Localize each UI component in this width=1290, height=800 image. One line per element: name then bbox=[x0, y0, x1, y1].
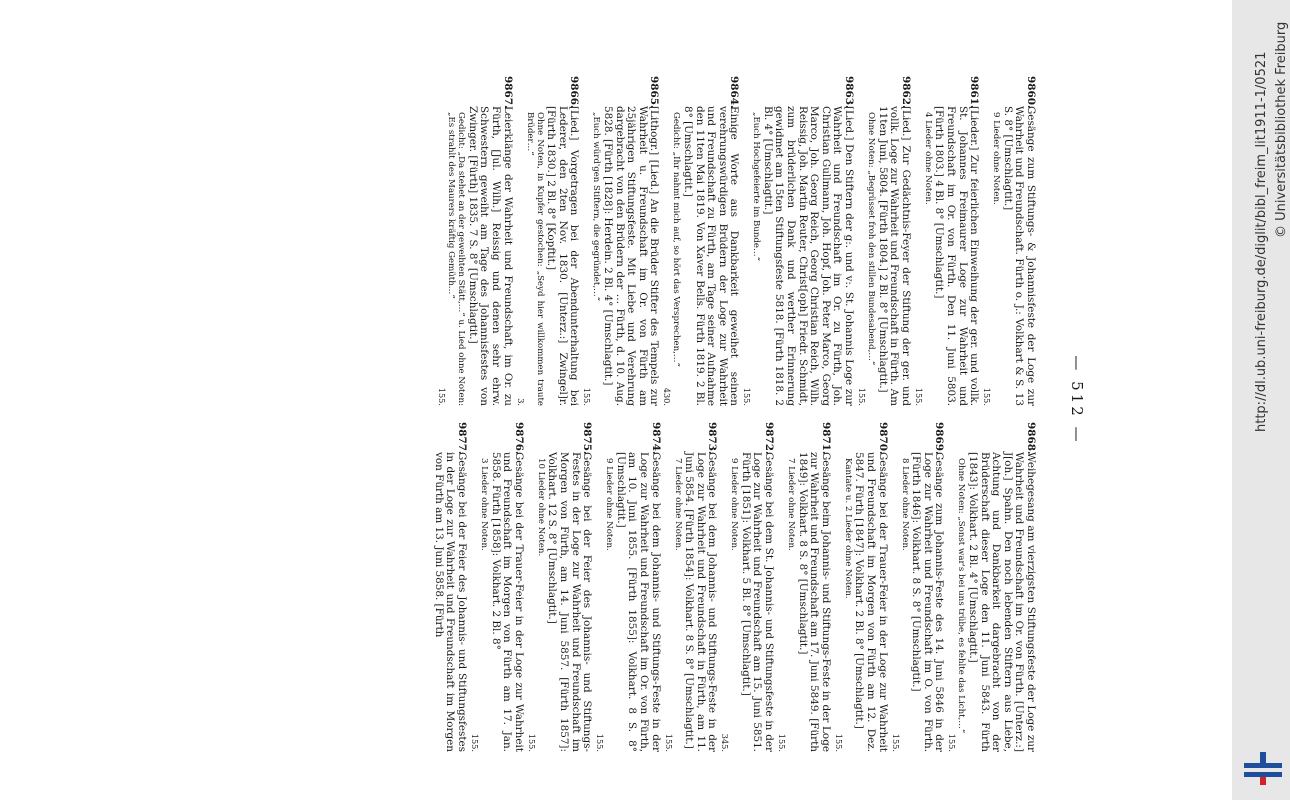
entry-text: Gesänge bei der Feier des Johannis- und Stiftungsfestes in der Loge zur Wahrheit und Freundschaft im Morgen von Fürth am 13. Juni 5858. [Fürth bbox=[432, 452, 468, 752]
entry-shelfmark: 155. bbox=[742, 387, 753, 406]
entry-text: [Lied.] Vorgetragen bei der Abendunterhaltung bei Lederer, den 2ten Nov. 1830. [Unterz.:] Zwingel]r. [Fürth 1830.] 2 Bl. 8° [Kopftit.] bbox=[545, 106, 581, 406]
catalog-entry bbox=[432, 422, 467, 752]
catalog-entry bbox=[834, 422, 888, 752]
source-url[interactable]: http://dl.ub.uni-freiburg.de/diglit/bibl_freim_lit1911-1/0521 bbox=[1254, 51, 1269, 432]
entry-shelfmark: 155. bbox=[857, 387, 868, 406]
entry-text: Gesänge bei der Trauer-Feier in der Loge zur Wahrheit und Freundschaft im Morgen von Fürth am 17. Jan. 5858. Fürth [1858]: Volkhart. 2 Bl. 8° bbox=[489, 452, 525, 752]
entry-note: 10 Lieder ohne Noten. bbox=[535, 458, 546, 557]
left-column bbox=[434, 76, 1036, 406]
entry-text: Gesänge bei dem Johannis- und Stiftungs-Feste in der Loge zur Wahrheit und Freundschaft im Or. von Fürth, am 10. Juni 1855. [Fürth 1855]: Volkhart. 8 S. 8° [Umschlagtit.] bbox=[614, 452, 662, 752]
catalog-entry bbox=[891, 422, 945, 752]
entry-number: 9875. bbox=[581, 422, 594, 455]
margin-info bbox=[1232, 0, 1290, 800]
entry-note: Ohne Noten: „Begrüsset froh den stillen Bundesabend,…“ bbox=[866, 112, 877, 366]
entry-number: 9874. bbox=[649, 422, 662, 455]
right-column bbox=[429, 422, 1036, 752]
catalog-entry bbox=[664, 422, 718, 752]
entry-text: Gesänge beim Johannis- und Stiftungs-Feste in der Loge zur Wahrheit und Freundschaft am 17. Juni 5849. [Fürth 1849]: Volkhart. 8 S. 8° [Umschlagtit.] bbox=[796, 452, 832, 752]
entry-note: Ohne Noten: „Sonst war's bei uns trübe, es fehlte das Licht,…“ bbox=[956, 458, 967, 734]
entry-text: Leierklänge der Wahrheit und Freundschaft, im Or. zu Fürth, [Jul. Wilh.] Reissig und denen sehr ehrw. Schwestern geweiht am Tage des Johannisfestes von Zwinger. [Fürth] 1835. 7 S. 8° [Umschlagtit.] bbox=[466, 106, 514, 406]
entry-number: 9863. bbox=[843, 76, 856, 109]
entry-number: 9868. bbox=[1025, 422, 1037, 455]
entry-note: 7 Lieder ohne Noten. bbox=[672, 458, 683, 551]
entry-shelfmark: 430. bbox=[662, 387, 673, 406]
entry-text: Gesänge bei dem Johannis- und Stiftungs-Feste in der Loge zur Wahrheit und Freundschaft in Fürth, am 11. Juni 5854. [Fürth 1854]: Volkhart. 8 S. 8° [Umschlagtit.] bbox=[683, 452, 719, 752]
entry-text: Gesänge bei der Trauer-Feier in der Loge zur Wahrheit und Freundschaft im Morgen von Fürth am 12. Dez. 5847. Fürth [1847]: Volkhart. 2 Bl. 8° [Umschlagtit.] bbox=[853, 452, 889, 752]
catalog-entry bbox=[595, 422, 660, 752]
entry-note: 9 Lieder ohne Noten. bbox=[729, 458, 740, 551]
rotated-page-content bbox=[168, 50, 1100, 750]
entry-number: 9867. bbox=[501, 76, 514, 109]
entry-shelfmark: 155. bbox=[913, 387, 924, 406]
entry-note: Gedicht: „Da stehet an der geweihten Stätt,…“ u. Lied ohne Noten: „Es strahlt des Maurers kräftig Gemüth…“ bbox=[446, 112, 467, 406]
entry-number: 9862. bbox=[899, 76, 912, 109]
entry-text: Gesänge bei dem St. Johannis- und Stiftungsfeste in der Loge zur Wahrheit und Freundschaft am 15. Juni 5851. Fürth [1851]: Volkhart. 5 Bl. 8° [Umschlagtit.] bbox=[739, 452, 776, 752]
catalog-entry bbox=[437, 76, 512, 406]
entry-number: 9869. bbox=[933, 422, 946, 455]
entry-note: „Euch Hochgefeierte im Bunde…“ bbox=[751, 112, 762, 262]
catalog-entry bbox=[582, 76, 659, 406]
catalog-entry bbox=[516, 76, 580, 406]
entry-text: [Lithogr.] [Lied.] An die Brüder Stifter des Tempels zur Wahrheit u. Freundschaft im Or. von Fürth am 25jährigen Stiftungsfeste. Mit Liebe und Verehrung dargebracht von den Brüdern der … Fürth, d. 10. Aug. 5828. [Fürth [1828]: Herdein. 2 Bl. 4° [Umschlagtit.] bbox=[601, 106, 661, 406]
entry-text: [Lieder.] Zur feierlichen Einweihung der ger. und vollk. St. Johannes Freimaurer Loge zur Wahrheit und Freundschaft im Or. von Fürth. Den 11. Juni 5803. [Fürth 1803.] 4 Bl. 8° [Umschlagtit.] bbox=[933, 106, 981, 406]
entry-note: Kantate u. 2 Lieder ohne Noten. bbox=[842, 458, 853, 599]
entry-shelfmark: 155. bbox=[663, 733, 674, 752]
ub-freiburg-logo-icon bbox=[1244, 748, 1282, 788]
catalog-entry bbox=[742, 76, 854, 406]
catalog-entry bbox=[947, 422, 1036, 752]
entry-number: 9877. bbox=[456, 422, 468, 455]
entry-text: [Lied.] Den Stiftern der g:. und v:. St. Johannis Loge zur Wahrheit und Freundschaft im Or. zu Fürth, Joh. Christian Gullmann, Joh. Hopf, Joh. Peter Marco, Georg Marco, Joh. Georg Reich, Georg Christian Reich, Wilh. Reissig, Joh. Martin Reuter, Christ[oph] Friedr. Schmidt, zum brüderlichen Dank und werther Erinnerung gewidmet am 15ten Stiftungsfeste 5818. [Fürth 1818. 2 Bl. 4° [Umschlagtit.] bbox=[761, 106, 856, 406]
entry-shelfmark: 155. bbox=[470, 733, 480, 752]
entry-note: 9 Lieder ohne Noten. bbox=[604, 458, 615, 551]
catalog-entry bbox=[662, 76, 739, 406]
entry-number: 9860. bbox=[1025, 76, 1037, 109]
entry-shelfmark: 3. bbox=[515, 398, 526, 406]
catalog-entry bbox=[720, 422, 774, 752]
entry-note: 4 Lieder ohne Noten. bbox=[922, 112, 933, 205]
entry-number: 9873. bbox=[706, 422, 719, 455]
entry-shelfmark: 155. bbox=[595, 733, 606, 752]
catalog-entry bbox=[857, 76, 911, 406]
entry-note: Ohne Noten, in Kupfer gestochen: „Seyd hier willkommen traute Brüder…“ bbox=[524, 112, 545, 406]
entry-number: 9870. bbox=[876, 422, 889, 455]
entry-note: 9 Lieder ohne Noten. bbox=[991, 112, 1002, 205]
catalog-entry bbox=[777, 422, 831, 752]
entry-number: 9864. bbox=[728, 76, 741, 109]
catalog-entry bbox=[982, 76, 1036, 406]
page-number: — 512 — bbox=[1068, 355, 1086, 445]
entry-text: Gesänge zum Johannis-Feste des 14. Juni 5846 in der Loge zur Wahrheit und Freundschaft im O. von Fürth. [Fürth 1846]: Volkhart. 8 S. 8° [Umschlagtit.] bbox=[910, 452, 946, 752]
entry-number: 9861. bbox=[968, 76, 981, 109]
scanned-page bbox=[168, 0, 1100, 800]
entry-shelfmark: 155. bbox=[890, 733, 901, 752]
entry-number: 9866. bbox=[568, 76, 581, 109]
entry-shelfmark: 155. bbox=[526, 733, 537, 752]
entry-shelfmark: 155. bbox=[833, 733, 844, 752]
entry-note: Gedicht: „Ihr nahmt mich auf, so hört das Versprechen,…“ bbox=[671, 112, 682, 367]
catalog-entry bbox=[470, 422, 524, 752]
entry-text: Weihegesang am vierzigsten Stiftungsfeste der Loge zur Wahrheit und Freundschaft im Or. von Fürth. [Unterz.:] J[oh.] Spahn. Den noch lebenden Stiftern aus Liebe, Achtung und Dankbarkeit dargebracht von der Brüderschaft dieser Loge den 11. Juni 5843. Fürth [1843]: Volkhart. 2 Bl. 4° [Umschlagtit.] bbox=[967, 452, 1037, 752]
entry-shelfmark: 155. bbox=[437, 387, 448, 406]
entry-note: 3 Lieder ohne Noten. bbox=[479, 458, 489, 551]
entry-note: 7 Lieder ohne Noten. bbox=[786, 458, 797, 551]
copyright-notice: © Universitätsbibliothek Freiburg bbox=[1274, 21, 1289, 238]
entry-number: 9876. bbox=[512, 422, 525, 455]
entry-note: „Euch würd'gen Stiftern, die gegründet,…“ bbox=[591, 112, 602, 302]
entry-shelfmark: 155. bbox=[982, 387, 993, 406]
entry-note: 8 Lieder ohne Noten. bbox=[899, 458, 910, 551]
entry-shelfmark: 155. bbox=[947, 733, 958, 752]
entry-text: Gesänge zum Stiftungs- & Johannisfeste der Loge zur Wahrheit und Freundschaft. Fürth o. J.: Volkhart & S. 13 S. 8° [Umschlagtit.] bbox=[1001, 106, 1037, 406]
entry-shelfmark: 345. bbox=[720, 733, 731, 752]
catalog-entry bbox=[527, 422, 592, 752]
entry-text: [Lied.] Zur Gedächtnis-Feyer der Stiftung der ger. und vollk. Loge zur Wahrheit und Freundschaft in Fürth. Am 11ten Juni, 5804. [Fürth 1804.] 2 Bl. 8° [Umschlagtit.] bbox=[876, 106, 912, 406]
entry-text: Gesänge bei der Feier des Johannis- und Stiftungs-Festes in der Loge zur Wahrheit und Freundschaft im Morgen von Fürth, am 14. Juni 5857. [Fürth 1857]: Volkhart. 12 S. 8° [Umschlagtit.] bbox=[546, 452, 594, 752]
entry-number: 9871. bbox=[819, 422, 832, 455]
catalog-entry bbox=[914, 76, 979, 406]
entry-text: Einige Worte aus Dankbarkeit geweihet seinen verehrungswürdigen Brüdern der Loge zur Wahrheit und Freundschaft zu Fürth, am Tage seiner Aufnahme den 11ten Mai 1819. Von Xaver Bells. Fürth 1819. 2 Bl. 8° [Umschlagtit.] bbox=[681, 106, 741, 406]
entry-number: 9872. bbox=[763, 422, 776, 455]
entry-shelfmark: 155. bbox=[582, 387, 593, 406]
entry-shelfmark: 155. bbox=[777, 733, 788, 752]
entry-number: 9865. bbox=[648, 76, 661, 109]
